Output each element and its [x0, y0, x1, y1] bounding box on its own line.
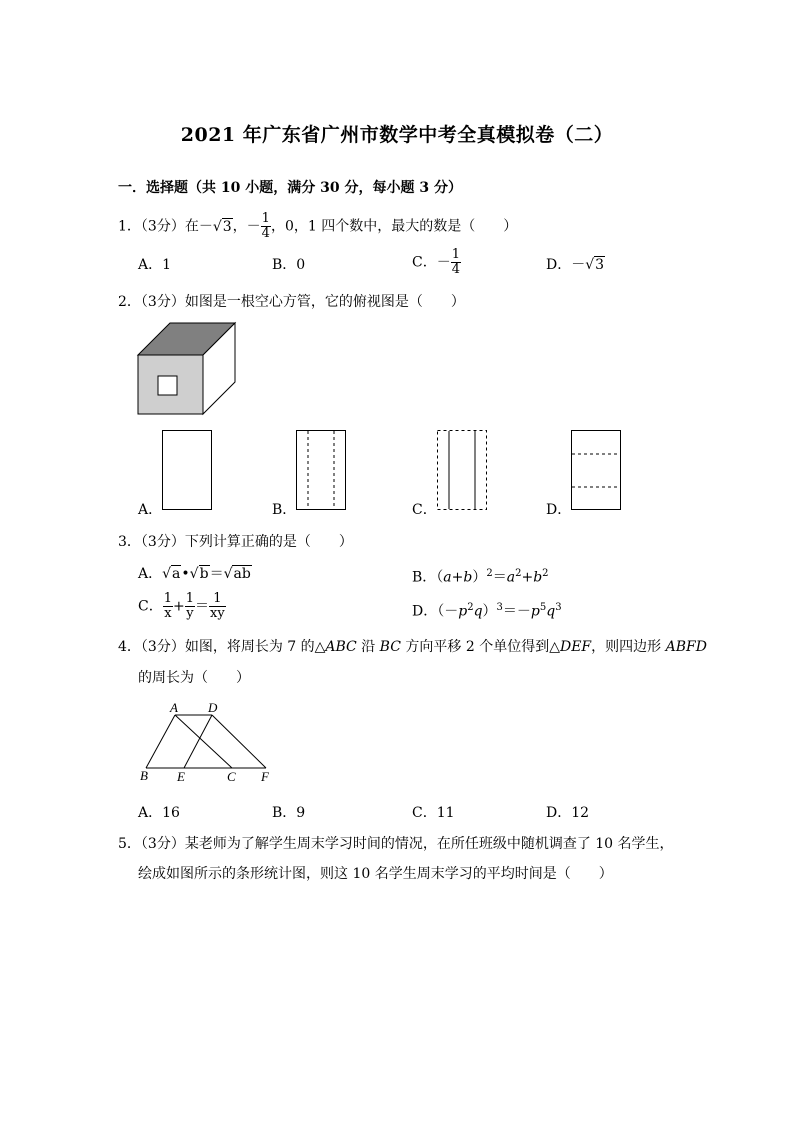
question-3: 3．（3分）下列计算正确的是（ ） — [118, 534, 353, 550]
question-5-line2: 绘成如图所示的条形统计图，则这 10 名学生周末学习的平均时间是（ ） — [138, 866, 613, 882]
q1-option-b: B．0 — [272, 257, 306, 273]
q1-neg2: － — [246, 218, 261, 235]
label-C: C — [227, 769, 236, 784]
q3-option-d: D．$(-p^2q)^3=-p^5q^3$ — [412, 602, 562, 620]
q3-option-a: A．√a•√b＝√ab — [138, 566, 251, 582]
label-D: D — [208, 700, 218, 715]
q2-option-c: C． — [412, 502, 437, 518]
q3-option-b: B．$(a+b)^2=a^2+b^2$ — [412, 568, 549, 586]
q1-sep: ， — [232, 218, 247, 235]
question-1 — [118, 212, 517, 241]
question-4-line2: 的周长为（ ） — [138, 670, 250, 686]
q4-option-a: A．16 — [138, 805, 180, 821]
q1-fraction: $\frac{1}{4}$ — [261, 211, 270, 241]
question-4: 4．（3分）如图，将周长为 7 的△ABC 沿 BC 方向平移 2 个单位得到△DEF，则四边形 ABFD — [118, 639, 707, 655]
q2-option-d: D． — [546, 502, 572, 518]
label-B: B — [140, 768, 148, 783]
question-5: 5．（3分）某老师为了解学生周末学习时间的情况，在所任班级中随机调查了 10 名学生， — [118, 836, 674, 852]
section-heading: 一．选择题（共 10 小题，满分 30 分，每小题 3 分） — [118, 180, 462, 196]
q2-option-d-figure — [571, 430, 621, 510]
q3-option-c: C． $\frac{1}{x}$ + $\frac{1}{y}$ ＝ $\frac{1}{xy}$ — [138, 591, 225, 621]
label-A: A — [170, 700, 178, 715]
q1-rest: ，0，1 四个数中，最大的数是（ ） — [270, 218, 518, 235]
q2-option-a-figure — [162, 430, 212, 510]
hollow-tube-figure — [130, 315, 245, 420]
q1-option-a: A．1 — [138, 257, 172, 273]
q4-option-b: B．9 — [272, 805, 306, 821]
q2-option-b-figure — [296, 430, 346, 510]
q1-option-c: C．－ $\frac{1}{4}$ — [412, 247, 460, 277]
translation-figure — [140, 700, 280, 790]
question-2: 2．（3分）如图是一根空心方管，它的俯视图是（ ） — [118, 294, 465, 310]
label-E: E — [177, 769, 185, 784]
label-F: F — [261, 769, 269, 784]
q2-option-a: A． — [138, 502, 163, 518]
q1-prefix: 1．（3分）在 — [118, 218, 199, 235]
page-title: 2021 年广东省广州市数学中考全真模拟卷（二） — [180, 124, 614, 146]
q1-neg1: － — [198, 218, 213, 235]
q2-option-c-figure — [437, 430, 487, 510]
q1-option-d: D．－√3 — [546, 257, 605, 273]
q1-sqrt3: √3 — [212, 218, 232, 235]
q2-option-b: B． — [272, 502, 297, 518]
q4-option-c: C．11 — [412, 805, 455, 821]
q4-option-d: D．12 — [546, 805, 590, 821]
